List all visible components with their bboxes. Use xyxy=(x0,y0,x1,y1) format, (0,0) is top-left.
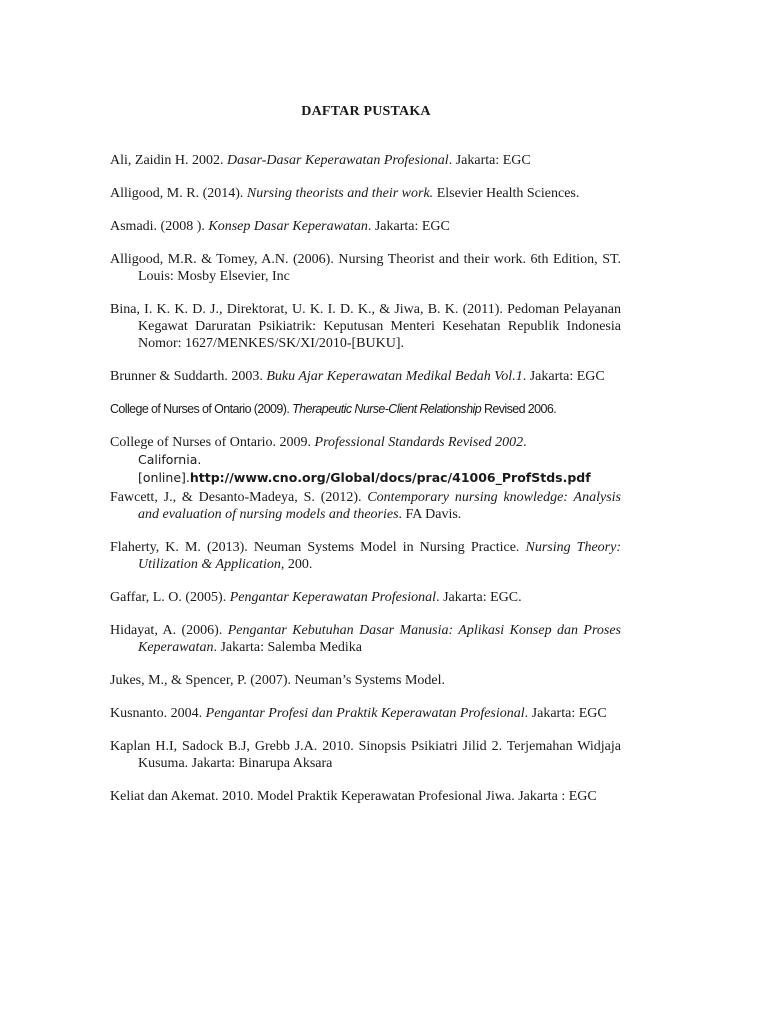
ref-text: . Jakarta: EGC xyxy=(367,219,450,234)
ref-text: Gaffar, L. O. (2005). xyxy=(110,590,230,605)
ref-text: Hidayat, A. (2006). xyxy=(110,623,228,638)
ref-text: Keliat dan Akemat. 2010. Model Praktik Keperawatan Profesional Jiwa. Jakarta : EGC xyxy=(110,789,597,804)
ref-text: Elsevier Health Sciences. xyxy=(433,186,580,201)
reference-item xyxy=(110,251,621,285)
ref-title: Contemporary nursing knowledge: Analysis and evaluation of nursing models and theories xyxy=(138,490,621,522)
reference-item xyxy=(110,539,621,573)
ref-text: . Jakarta: EGC xyxy=(522,369,605,384)
ref-text: Ali, Zaidin H. 2002. xyxy=(110,153,228,168)
ref-text: Kaplan H.I, Sadock B.J, Grebb J.A. 2010. Sinopsis Psikiatri Jilid 2. Terjemahan Widjaja Kusuma. Jakarta: Binarupa Aksara xyxy=(110,739,621,771)
ref-title: Buku Ajar Keperawatan Medikal Bedah Vol.1 xyxy=(266,369,523,384)
ref-title: Nursing Theory: Utilization & Application xyxy=(138,540,621,572)
ref-text: Alligood, M. R. (2014). xyxy=(110,186,247,201)
ref-text: . Jakarta: Salemba Medika xyxy=(213,640,362,655)
page-title: DAFTAR PUSTAKA xyxy=(301,104,431,119)
reference-item xyxy=(110,301,621,352)
ref-title: Nursing theorists and their work. xyxy=(246,186,434,201)
ref-title: Pengantar Kebutuhan Dasar Manusia: Aplikasi Konsep dan Proses Keperawatan xyxy=(138,623,621,655)
ref-text: California.[online]. xyxy=(138,452,202,485)
ref-title: Pengantar Keperawatan Profesional xyxy=(229,590,437,605)
ref-text: . Jakarta: EGC. xyxy=(436,590,522,605)
ref-title: Dasar-Dasar Keperawatan Profesional xyxy=(227,153,449,168)
ref-text: . FA Davis. xyxy=(398,507,462,522)
reference-item xyxy=(110,788,621,805)
reference-item xyxy=(110,705,621,722)
ref-title: Pengantar Profesi dan Praktik Keperawatan Profesional xyxy=(205,706,525,721)
ref-text: College of Nurses of Ontario (2009). xyxy=(110,402,293,416)
ref-text: Jukes, M., & Spencer, P. (2007). Neuman’s Systems Model. xyxy=(110,673,446,688)
reference-item xyxy=(110,589,621,606)
ref-text: College of Nurses of Ontario. 2009. xyxy=(110,435,315,450)
ref-text: Fawcett, J., & Desanto-Madeya, S. (2012). xyxy=(110,490,368,505)
ref-text: Asmadi. (2008 ). xyxy=(110,219,209,234)
reference-list xyxy=(110,152,621,821)
reference-item xyxy=(110,401,621,418)
ref-text: . Jakarta: EGC xyxy=(524,706,607,721)
ref-text: Flaherty, K. M. (2013). Neuman Systems Model in Nursing Practice. xyxy=(110,540,526,555)
reference-item xyxy=(110,218,621,235)
ref-text: Brunner & Suddarth. 2003. xyxy=(110,369,267,384)
reference-url-link[interactable]: http://www.cno.org/Global/docs/prac/41006_ProfStds.pdf xyxy=(189,470,591,485)
reference-item xyxy=(110,672,621,689)
reference-item xyxy=(110,368,621,385)
ref-title: Professional Standards Revised 2002 xyxy=(314,435,524,450)
ref-text: Alligood, M.R. & Tomey, A.N. (2006). Nursing Theorist and their work. 6th Edition, ST. Louis: Mosby Elsevier, Inc xyxy=(110,252,621,284)
reference-item xyxy=(110,434,621,487)
reference-item xyxy=(110,185,621,202)
ref-text: Revised 2006. xyxy=(481,402,557,416)
ref-title: Therapeutic Nurse-Client Relationship xyxy=(292,402,482,416)
reference-item xyxy=(110,622,621,656)
reference-item xyxy=(110,738,621,772)
ref-title: Konsep Dasar Keperawatan xyxy=(208,219,368,234)
ref-text: . Jakarta: EGC xyxy=(448,153,531,168)
ref-text: Bina, I. K. K. D. J., Direktorat, U. K. I. D. K., & Jiwa, B. K. (2011). Pedoman Pelayanan Kegawat Daruratan Psikiatrik: Keputusan Menteri Kesehatan Republik Indonesia Nomor: 1627/MENKES/SK/XI/2010-[BUKU]. xyxy=(110,302,621,351)
reference-item xyxy=(110,489,621,523)
ref-text: , 200. xyxy=(280,557,313,572)
ref-text: Kusnanto. 2004. xyxy=(110,706,206,721)
ref-text: . xyxy=(523,435,527,450)
reference-item xyxy=(110,152,621,169)
